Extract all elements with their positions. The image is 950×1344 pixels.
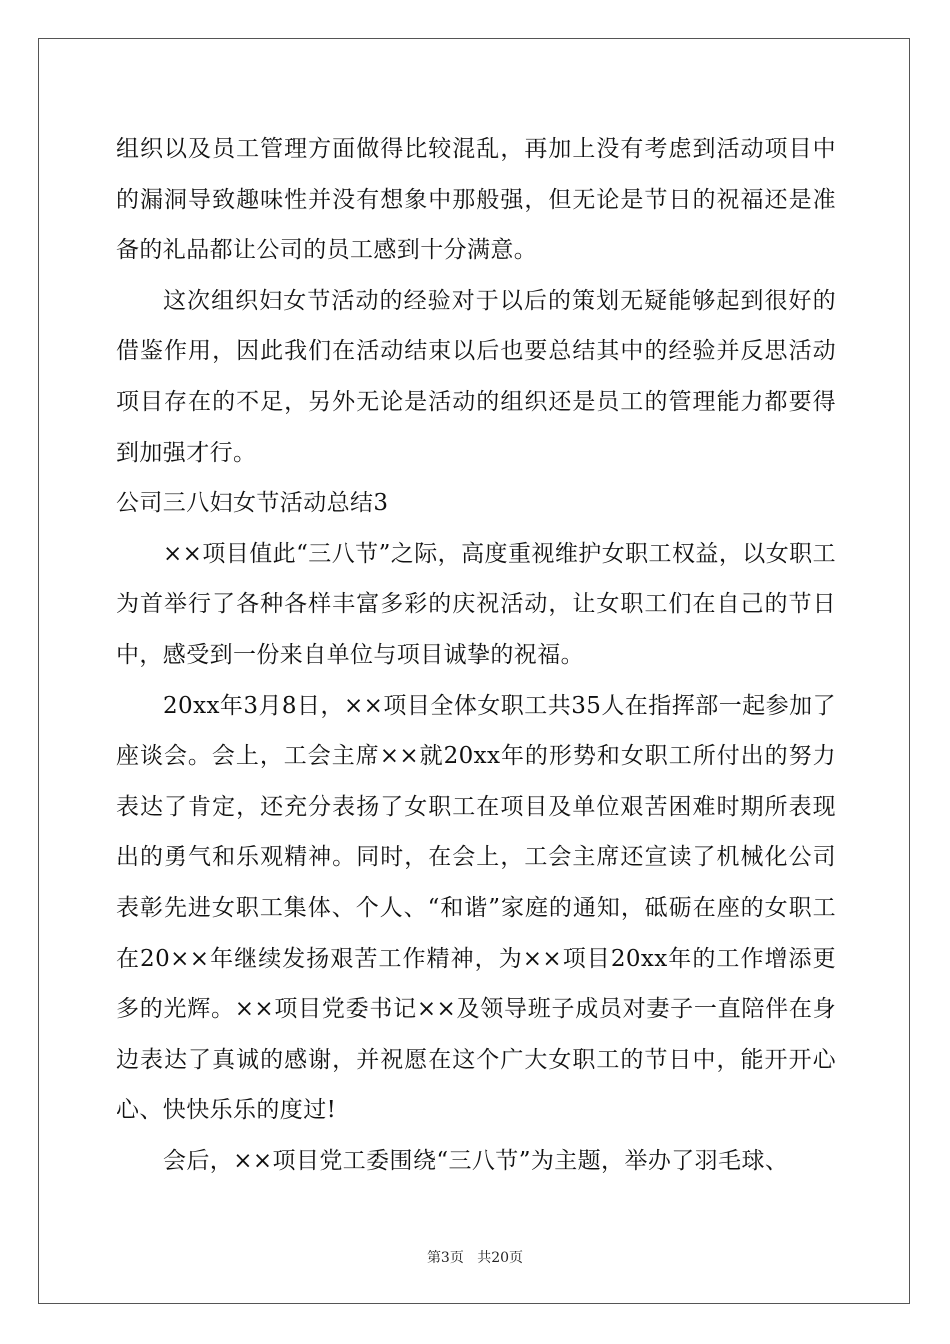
paragraph-continued: 组织以及员工管理方面做得比较混乱，再加上没有考虑到活动项目中的漏洞导致趣味性并没有想象中那般强，但无论是节日的祝福还是准备的礼品都让公司的员工感到十分满意。 — [116, 136, 836, 264]
paragraph: 这次组织妇女节活动的经验对于以后的策划无疑能够起到很好的借鉴作用，因此我们在活动结束以后也要总结其中的经验并反思活动项目存在的不足，另外无论是活动的组织还是员工的管理能力都要得到加强才行。 — [116, 287, 836, 466]
paragraph: 20xx年3月8日，××项目全体女职工共35人在指挥部一起参加了座谈会。会上，工会主席××就20xx年的形势和女职工所付出的努力表达了肯定，还充分表扬了女职工在项目及单位艰苦困难时期所表现出的勇气和乐观精神。同时，在会上，工会主席还宣读了机械化公司表彰先进女职工集体、个人、“和谐”家庭的通知，砥砺在座的女职工在20××年继续发扬艰苦工作精神，为××项目20xx年的工作增添更多的光辉。××项目党委书记××及领导班子成员对妻子一直陪伴在身边表达了真诚的感谢，并祝愿在这个广大女职工的节日中，能开开心心、快快乐乐的度过! — [116, 692, 836, 1124]
page-footer — [0, 1247, 950, 1267]
page-total: 共20页 — [477, 1250, 524, 1266]
paragraph: 会后，××项目党工委围绕“三八节”为主题，举办了羽毛球、 — [163, 1147, 789, 1174]
section-heading: 公司三八妇女节活动总结3 — [116, 490, 389, 517]
document-body — [116, 124, 836, 1186]
paragraph: ××项目值此“三八节”之际，高度重视维护女职工权益，以女职工为首举行了各种各样丰富多彩的庆祝活动，让女职工们在自己的节日中，感受到一份来自单位与项目诚挚的祝福。 — [116, 540, 836, 668]
page-number: 第3页 — [426, 1250, 464, 1266]
